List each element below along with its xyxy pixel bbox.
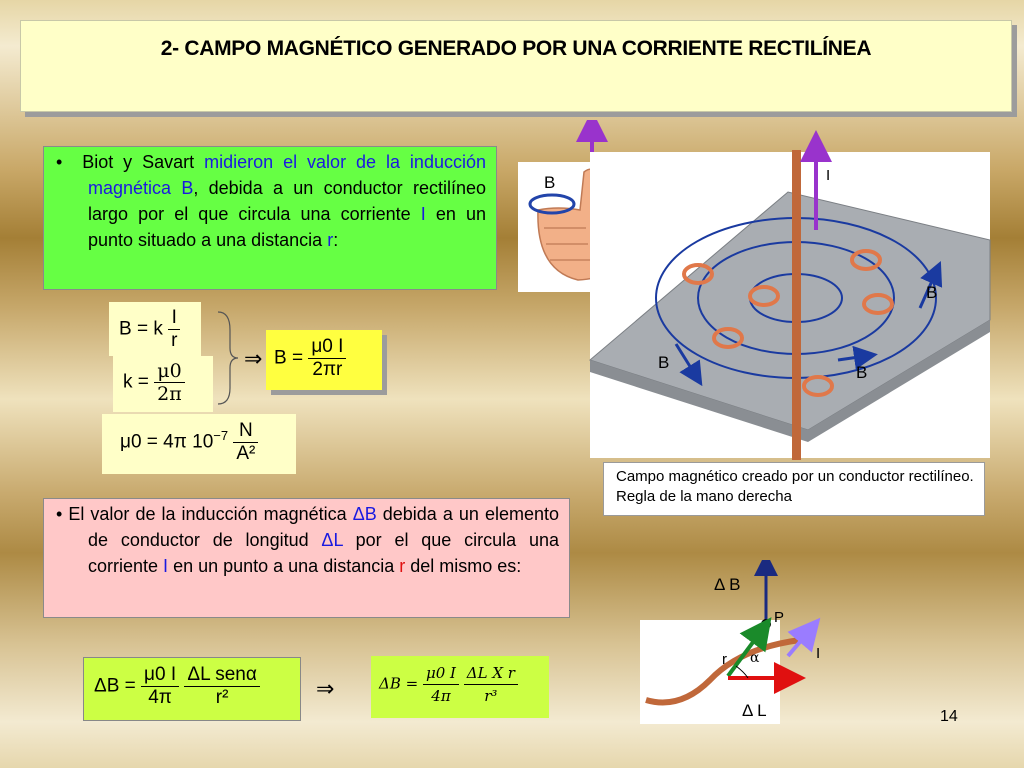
conductor-wire (792, 150, 801, 460)
equation-k (113, 356, 213, 412)
label-i-right: I (826, 167, 831, 184)
denominator: r² (215, 687, 229, 708)
highlight-span: midieron el valor de la inducción magnética B (88, 152, 486, 198)
equation-delta-b-vector (371, 656, 549, 718)
eq-lhs: μ0 = 4π 10 (120, 431, 214, 453)
numerator: μ0 (154, 360, 185, 383)
eq-lhs: B = k (119, 318, 163, 340)
highlight-span: I (163, 556, 169, 576)
text-span: , debida a un conductor rectilíneo largo por el que circula una corriente (88, 178, 486, 224)
text-span: Biot y Savart (82, 152, 205, 172)
denominator: 4π (148, 687, 172, 708)
numerator: ΔL senα (184, 664, 259, 687)
brace-icon (214, 308, 244, 408)
page-number: 14 (940, 708, 958, 725)
highlight-span: ΔL (321, 530, 343, 550)
delta-b-text-box (43, 498, 570, 618)
fraction (423, 662, 459, 707)
fraction (154, 360, 185, 405)
denominator: r³ (484, 687, 498, 705)
slide-title: 2- CAMPO MAGNÉTICO GENERADO POR UNA CORRIENTE RECTILÍNEA (160, 37, 872, 60)
highlight-span: I (420, 204, 426, 224)
label-b-left: B (658, 353, 670, 372)
numerator: μ0 I (141, 664, 179, 687)
denominator: A² (236, 443, 256, 464)
caption-text: Campo magnético creado por un conductor rectilíneo. Regla de la mano derecha (616, 468, 974, 505)
fraction (464, 662, 518, 707)
label-i: I (816, 645, 821, 662)
text-span: en un punto situado a una distancia (88, 204, 486, 250)
label-alpha: α (750, 650, 760, 666)
highlight-span: r (399, 556, 406, 576)
numerator: μ0 I (308, 336, 346, 359)
title-box (20, 20, 1012, 112)
magnetic-field-figure (518, 120, 992, 460)
numerator: N (233, 420, 258, 443)
equation-b-k (109, 302, 201, 356)
highlight-span: ΔB (352, 504, 377, 524)
text-span: por el que circula una corriente (88, 530, 559, 576)
label-p: P (774, 609, 785, 626)
text-span: debida a un elemento de conductor de longitud (88, 504, 559, 550)
label-delta-b: Δ B (714, 575, 741, 594)
point-p-marker (761, 619, 771, 629)
bullet: • (56, 152, 63, 172)
equation-mu0 (102, 414, 296, 474)
denominator: 2π (157, 383, 182, 405)
equation-b-result (266, 330, 382, 390)
exponent: −7 (213, 428, 229, 444)
denominator: r (171, 330, 178, 351)
eq-lhs: ΔB = (94, 675, 136, 697)
denominator: 4π (431, 687, 451, 705)
bullet: • (56, 504, 63, 524)
label-delta-l: Δ L (742, 701, 767, 720)
fraction (233, 420, 258, 465)
fraction (184, 664, 259, 709)
implies-arrow: ⇒ (316, 676, 335, 701)
fraction (168, 307, 180, 352)
eq-lhs: ΔB = (379, 674, 419, 693)
biot-savart-text-box (43, 146, 497, 290)
numerator: I (168, 307, 180, 330)
label-b-hand: B (544, 173, 556, 192)
label-b-right: B (926, 283, 938, 302)
label-r: r (722, 651, 727, 668)
delta-b-figure (640, 560, 830, 726)
numerator: ΔL X r (464, 662, 518, 685)
eq-lhs: k = (123, 371, 149, 393)
text-span: : (333, 230, 339, 250)
label-b-bottom: B (856, 363, 868, 382)
equation-delta-b-scalar (83, 657, 301, 721)
eq-lhs: B = (274, 347, 304, 369)
denominator: 2πr (312, 359, 343, 380)
figure-caption (603, 462, 985, 516)
highlight-span: r (327, 230, 334, 250)
text-span: en un punto a una distancia (168, 556, 400, 576)
delta-b-paragraph (44, 499, 569, 579)
fraction (141, 664, 179, 709)
biot-savart-paragraph (44, 147, 496, 253)
implies-arrow: ⇒ (244, 346, 263, 371)
numerator: μ0 I (423, 662, 459, 685)
text-span: del mismo es: (405, 556, 522, 576)
fraction (308, 336, 346, 381)
text-span: El valor de la inducción magnética (68, 504, 353, 524)
